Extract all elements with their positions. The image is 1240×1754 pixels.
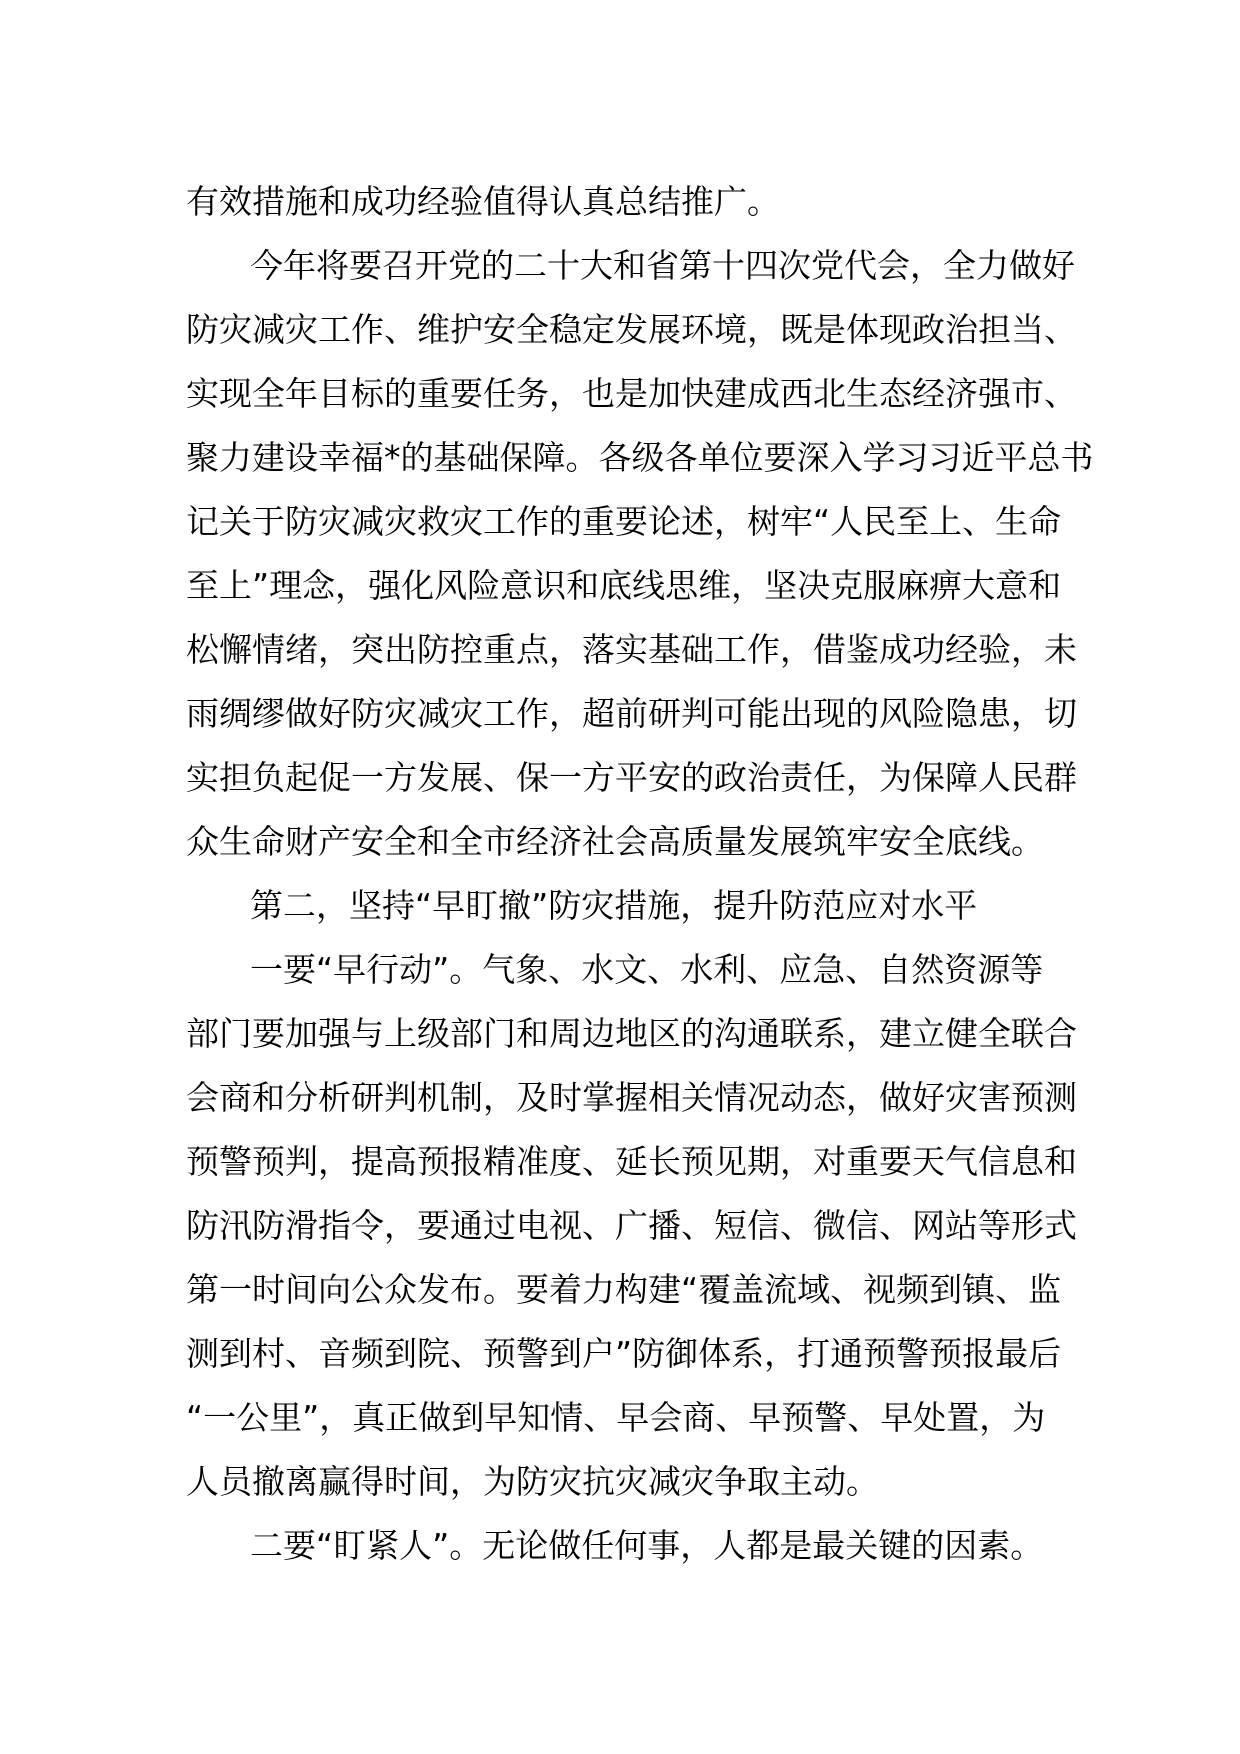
text-line: 雨绸缪做好防灾减灾工作，超前研判可能出现的风险隐患，切 <box>186 694 1077 733</box>
text-line: 实现全年目标的重要任务，也是加快建成西北生态经济强市、 <box>186 374 1077 413</box>
paragraph-start-line: 今年将要召开党的二十大和省第十四次党代会，全力做好 <box>250 246 1075 285</box>
text-line: 记关于防灾减灾救灾工作的重要论述，树牢“人民至上、生命 <box>186 502 1062 541</box>
paragraph-start-line: 一要“早行动”。气象、水文、水利、应急、自然资源等 <box>250 950 1044 989</box>
text-line: 部门要加强与上级部门和周边地区的沟通联系，建立健全联合 <box>186 1014 1077 1053</box>
text-line: “一公里”，真正做到早知情、早会商、早预警、早处置，为 <box>186 1398 1046 1437</box>
text-line: 预警预判，提高预报精准度、延长预见期，对重要天气信息和 <box>186 1142 1077 1181</box>
document-body <box>186 170 1094 1578</box>
text-line: 测到村、音频到院、预警到户”防御体系，打通预警预报最后 <box>186 1334 1062 1373</box>
text-line: 聚力建设幸福*的基础保障。各级各单位要深入学习习近平总书 <box>186 438 1094 477</box>
text-line: 实担负起促一方发展、保一方平安的政治责任，为保障人民群 <box>186 758 1077 797</box>
text-line: 防灾减灾工作、维护安全稳定发展环境，既是体现政治担当、 <box>186 310 1077 349</box>
paragraph-start-line: 二要“盯紧人”。无论做任何事，人都是最关键的因素。 <box>250 1526 1044 1565</box>
text-line: 人员撤离赢得时间，为防灾抗灾减灾争取主动。 <box>186 1462 879 1501</box>
text-line: 松懈情绪，突出防控重点，落实基础工作，借鉴成功经验，未 <box>186 630 1077 669</box>
text-line: 众生命财产安全和全市经济社会高质量发展筑牢安全底线。 <box>186 822 1044 861</box>
text-line: 至上”理念，强化风险意识和底线思维，坚决克服麻痹大意和 <box>186 566 1062 605</box>
section-heading: 第二，坚持“早盯撤”防灾措施，提升防范应对水平 <box>250 886 978 925</box>
text-line: 会商和分析研判机制，及时掌握相关情况动态，做好灾害预测 <box>186 1078 1077 1117</box>
text-line: 有效措施和成功经验值得认真总结推广。 <box>186 182 780 221</box>
text-line: 防汛防滑指令，要通过电视、广播、短信、微信、网站等形式 <box>186 1206 1077 1245</box>
text-line: 第一时间向公众发布。要着力构建“覆盖流域、视频到镇、监 <box>186 1270 1062 1309</box>
